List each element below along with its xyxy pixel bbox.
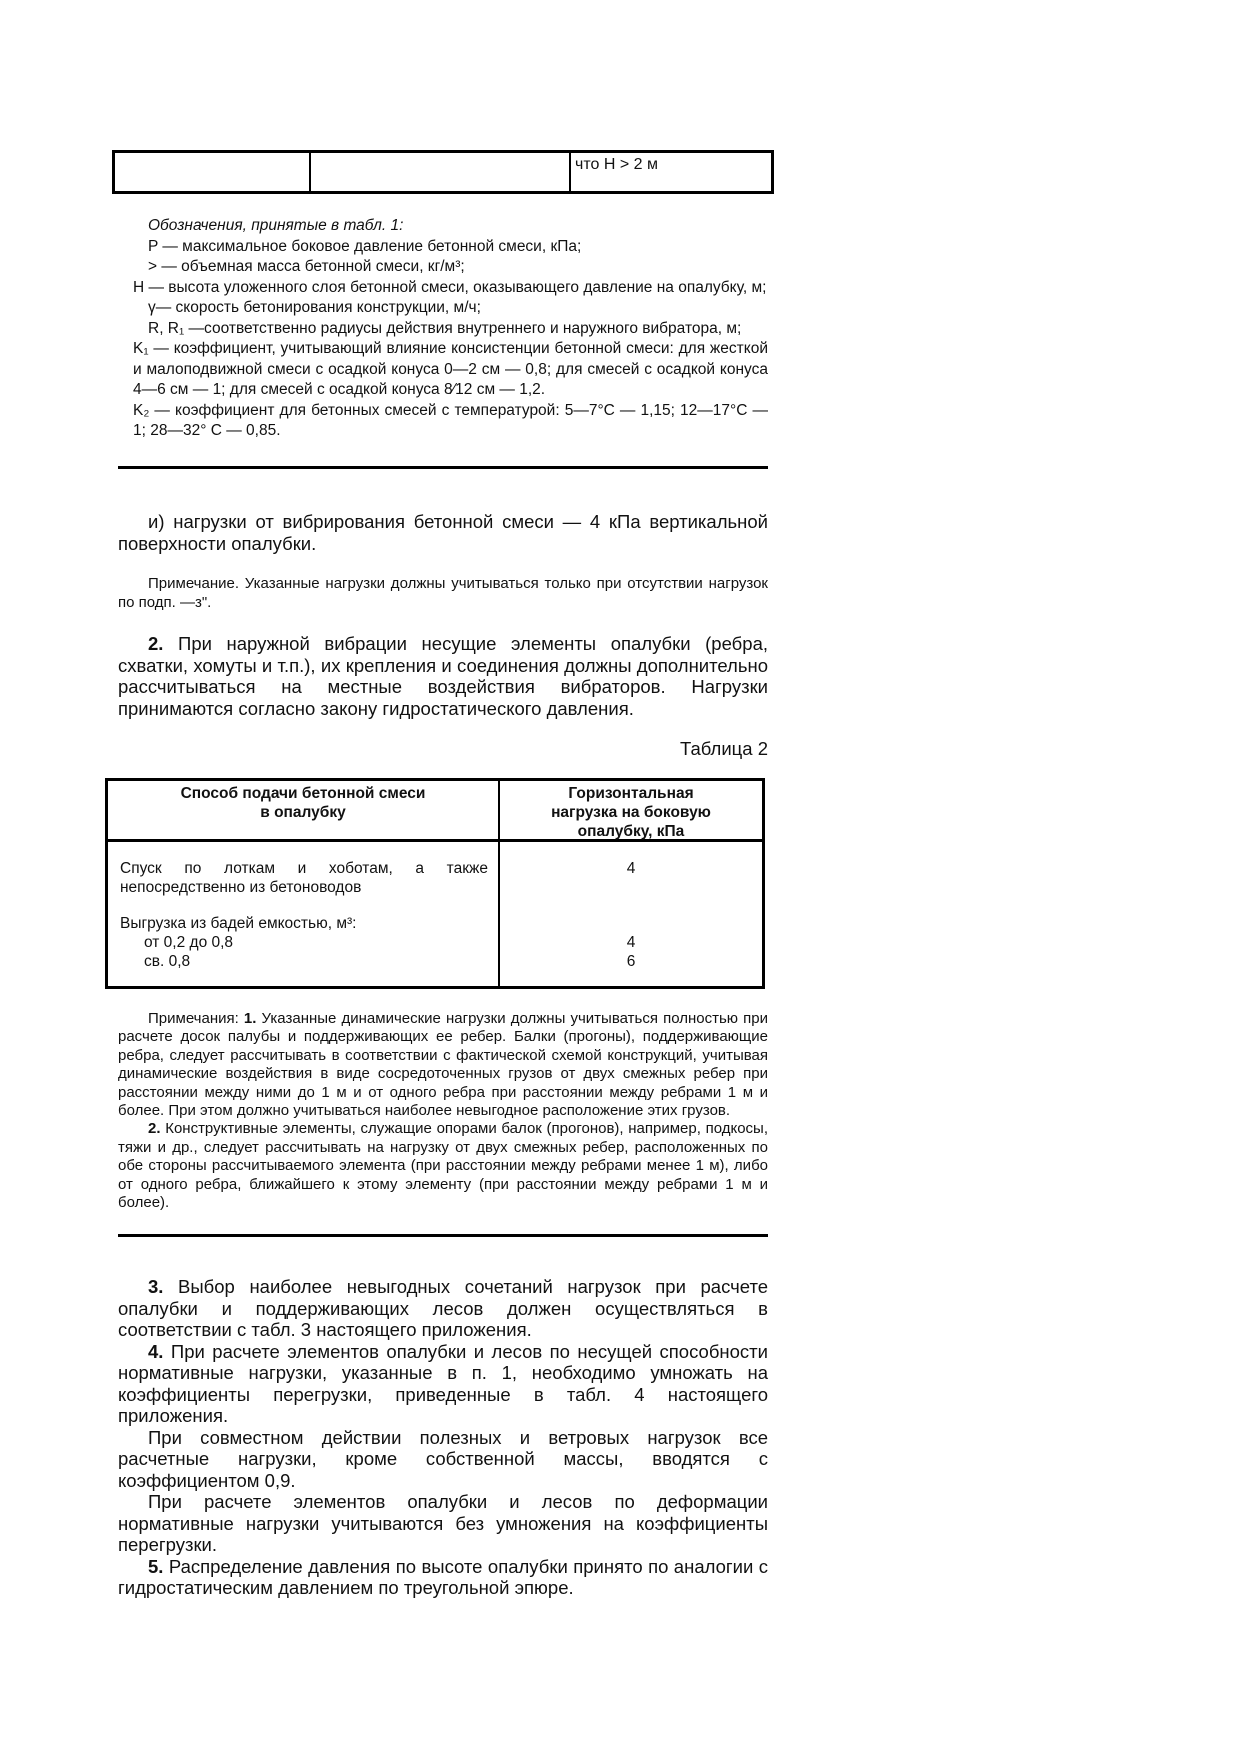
paragraph-2-number: 2. [148,633,164,654]
divider-line [118,466,768,469]
note-line: H — высота уложенного слоя бетонной смеси, оказывающего давление на опалубку, м; [133,278,767,296]
paragraph-2 [118,633,768,719]
note-line: R, R₁ —соответственно радиусы действия внутреннего и наружного вибратора, м; [148,319,742,337]
paragraph-4c: При расчете элементов опалубки и лесов по деформации нормативные нагрузки учитываются без умножения на коэффициенты перегрузки. [118,1491,768,1555]
table2 [105,778,765,989]
note-1-number: 1. [243,1010,257,1027]
note-line: γ— скорость бетонирования конструкции, м/ч; [148,299,481,316]
table1-cell-1 [115,153,311,191]
paragraph-3-number: 3. [148,1276,164,1297]
paragraph-5 [118,1556,768,1599]
table2-notes [118,1010,768,1212]
table1-cell-3: что H > 2 м [575,156,658,173]
note-2-number: 2. [148,1120,161,1138]
table2-row2-label: Выгрузка из бадей емкостью, м³: [120,915,357,932]
note-i-text: Примечание. Указанные нагрузки должны учитываться только при отсутствии нагрузок по подп. —з". [118,575,768,611]
paragraph-5-number: 5. [148,1555,164,1577]
notes-prefix: Примечания: [148,1010,244,1027]
note-line: K₂ — коэффициент для бетонных смесей с температурой: 5—7°С — 1,15; 12—17°С — 1; 28—32° С — 0,85. [133,401,768,439]
table1-cell-2 [311,153,571,191]
note-line: P — максимальное боковое давление бетонной смеси, кПа; [148,237,582,255]
paragraph-4-body: При расчете элементов опалубки и лесов по несущей способности нормативные нагрузки, указанные в п. 1, необходимо умножать на коэффициенты перегрузки, приведенные в табл. 4 настоящего приложения. [118,1340,768,1426]
paragraph-5-body: Распределение давления по высоте опалубки принято по аналогии с гидростатическим давлением по треугольной эпюре. [118,1555,768,1598]
paragraph-3-body: Выбор наиболее невыгодных сочетаний нагрузок при расчете опалубки и поддерживающих лесов должен осуществляться в соответствии с табл. 3 настоящего приложения. [118,1276,768,1340]
note-line: K₁ — коэффициент, учитывающий влияние консистенции бетонной смеси: для жесткой и малоподвижной смеси с осадкой конуса 0—2 см — 0,8; для смесей с осадкой конуса 4—6 см — 1; для смесей с осадкой конуса 8⁄12 см — 1,2. [133,340,768,398]
table2-row1-value: 4 [626,860,636,877]
paragraph-2-text [118,633,768,719]
table1-notes [133,216,768,442]
table2-header-left: Способ подачи бетонной смеси в опалубку [180,785,426,821]
paragraph-4-number: 4. [148,1340,164,1362]
table1-continuation [112,150,774,194]
paragraph-4 [118,1341,768,1427]
table2-header-right: Горизонтальная нагрузка на боковую опалубку, кПа [551,785,711,840]
table2-row3-value: 4 [626,934,636,951]
table2-row4-label: св. 0,8 [144,953,191,970]
table2-note-2 [118,1120,768,1212]
table2-row1-label: Спуск по лоткам и хоботам, а также непосредственно из бетоноводов [120,860,488,896]
table2-caption: Таблица 2 [680,738,768,759]
divider-line [118,1234,768,1237]
note-i [118,575,768,612]
paragraph-4b: При совместном действии полезных и ветровых нагрузок все расчетные нагрузки, кроме собственной массы, вводятся с коэффициентом 0,9. [118,1426,768,1491]
note-1-text: Указанные динамические нагрузки должны учитываться полностью при расчете досок палубы и поддерживающих ее ребер. Балки (прогоны), поддерживающие ребра, следует рассчитывать в соответствии с фактической схемой конструкций, учитывая динамические воздействия в виде сосредоточенных грузов от двух смежных ребер при расстоянии между ними до 1 м и от одного ребра при расстоянии между ребрами 1 м и более. При этом должно учитываться наиболее невыгодное расположение этих грузов. [118,1010,769,1120]
table2-note-1 [118,1010,768,1120]
note-2-text: Конструктивные элементы, служащие опорами балок (прогонов), например, подкосы, тяжи и др., следует рассчитывать на нагрузку от двух смежных ребер, расположенных по обе стороны рассчитываемого элемента (при расстоянии между ребрами менее 1 м), либо от одного ребра, ближайшего к этому элементу (при расстоянии между ребрами 1 м и более). [118,1120,768,1212]
note-line: > — объемная масса бетонной смеси, кг/м³; [148,258,465,275]
table2-row3-label: от 0,2 до 0,8 [144,934,234,951]
paragraph-2-body: При наружной вибрации несущие элементы опалубки (ребра, схватки, хомуты и т.п.), их крепления и соединения должны дополнительно рассчитываться на местные воздействия вибраторов. Нагрузки принимаются согласно закону гидростатического давления. [118,633,768,719]
paragraphs-3-5 [118,1276,768,1599]
paragraph-i-text: и) нагрузки от вибрирования бетонной смеси — 4 кПа вертикальной поверхности опалубки. [118,511,768,554]
paragraph-3 [118,1276,768,1341]
notes-title: Обозначения, принятые в табл. 1: [148,217,404,234]
paragraph-i [118,511,768,554]
table2-row4-value: 6 [626,953,636,970]
